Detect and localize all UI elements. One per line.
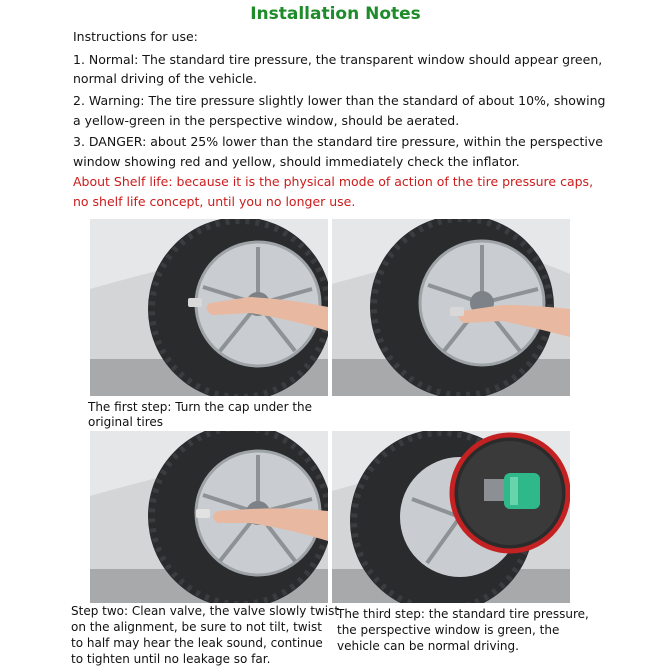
step3-caption-line1: The third step: the standard tire pressure, [337, 607, 589, 621]
instruction-2-line1: 2. Warning: The tire pressure slightly lower than the standard of about 10%, showing [73, 93, 606, 108]
step1-caption-line2: original tires [88, 415, 164, 429]
step3-caption-line3: vehicle can be normal driving. [337, 639, 519, 653]
step1-caption-line1: The first step: Turn the cap under the [88, 400, 313, 414]
shelf-life-line2: no shelf life concept, until you no longer use. [73, 194, 356, 209]
instructions-heading: Instructions for use: [73, 29, 198, 44]
instruction-1-line2: normal driving of the vehicle. [73, 71, 258, 86]
instruction-1-line1: 1. Normal: The standard tire pressure, the transparent window should appear green, [73, 52, 603, 67]
step2-caption-line2: on the alignment, be sure to not tilt, twist [71, 620, 322, 634]
step3-photo [332, 431, 570, 603]
step2-photo [90, 431, 328, 603]
step2-caption-line4: to tighten until no leakage so far. [71, 652, 271, 666]
step1-photo-a [90, 219, 328, 396]
step2-caption-line1: Step two: Clean valve, the valve slowly twist [71, 604, 340, 618]
page-title: Installation Notes [250, 4, 421, 24]
step1-photo-b [332, 219, 570, 396]
shelf-life-line1: About Shelf life: because it is the physical mode of action of the tire pressure caps, [73, 174, 594, 189]
instruction-2-line2: a yellow-green in the perspective window, should be aerated. [73, 113, 460, 128]
green-indicator-icon [504, 473, 540, 509]
step2-caption-line3: to half may hear the leak sound, continue [71, 636, 323, 650]
instruction-3-line1: 3. DANGER: about 25% lower than the standard tire pressure, within the perspective [73, 134, 603, 149]
step3-caption-line2: the perspective window is green, the [337, 623, 560, 637]
instruction-3-line2: window showing red and yellow, should immediately check the inflator. [73, 154, 520, 169]
